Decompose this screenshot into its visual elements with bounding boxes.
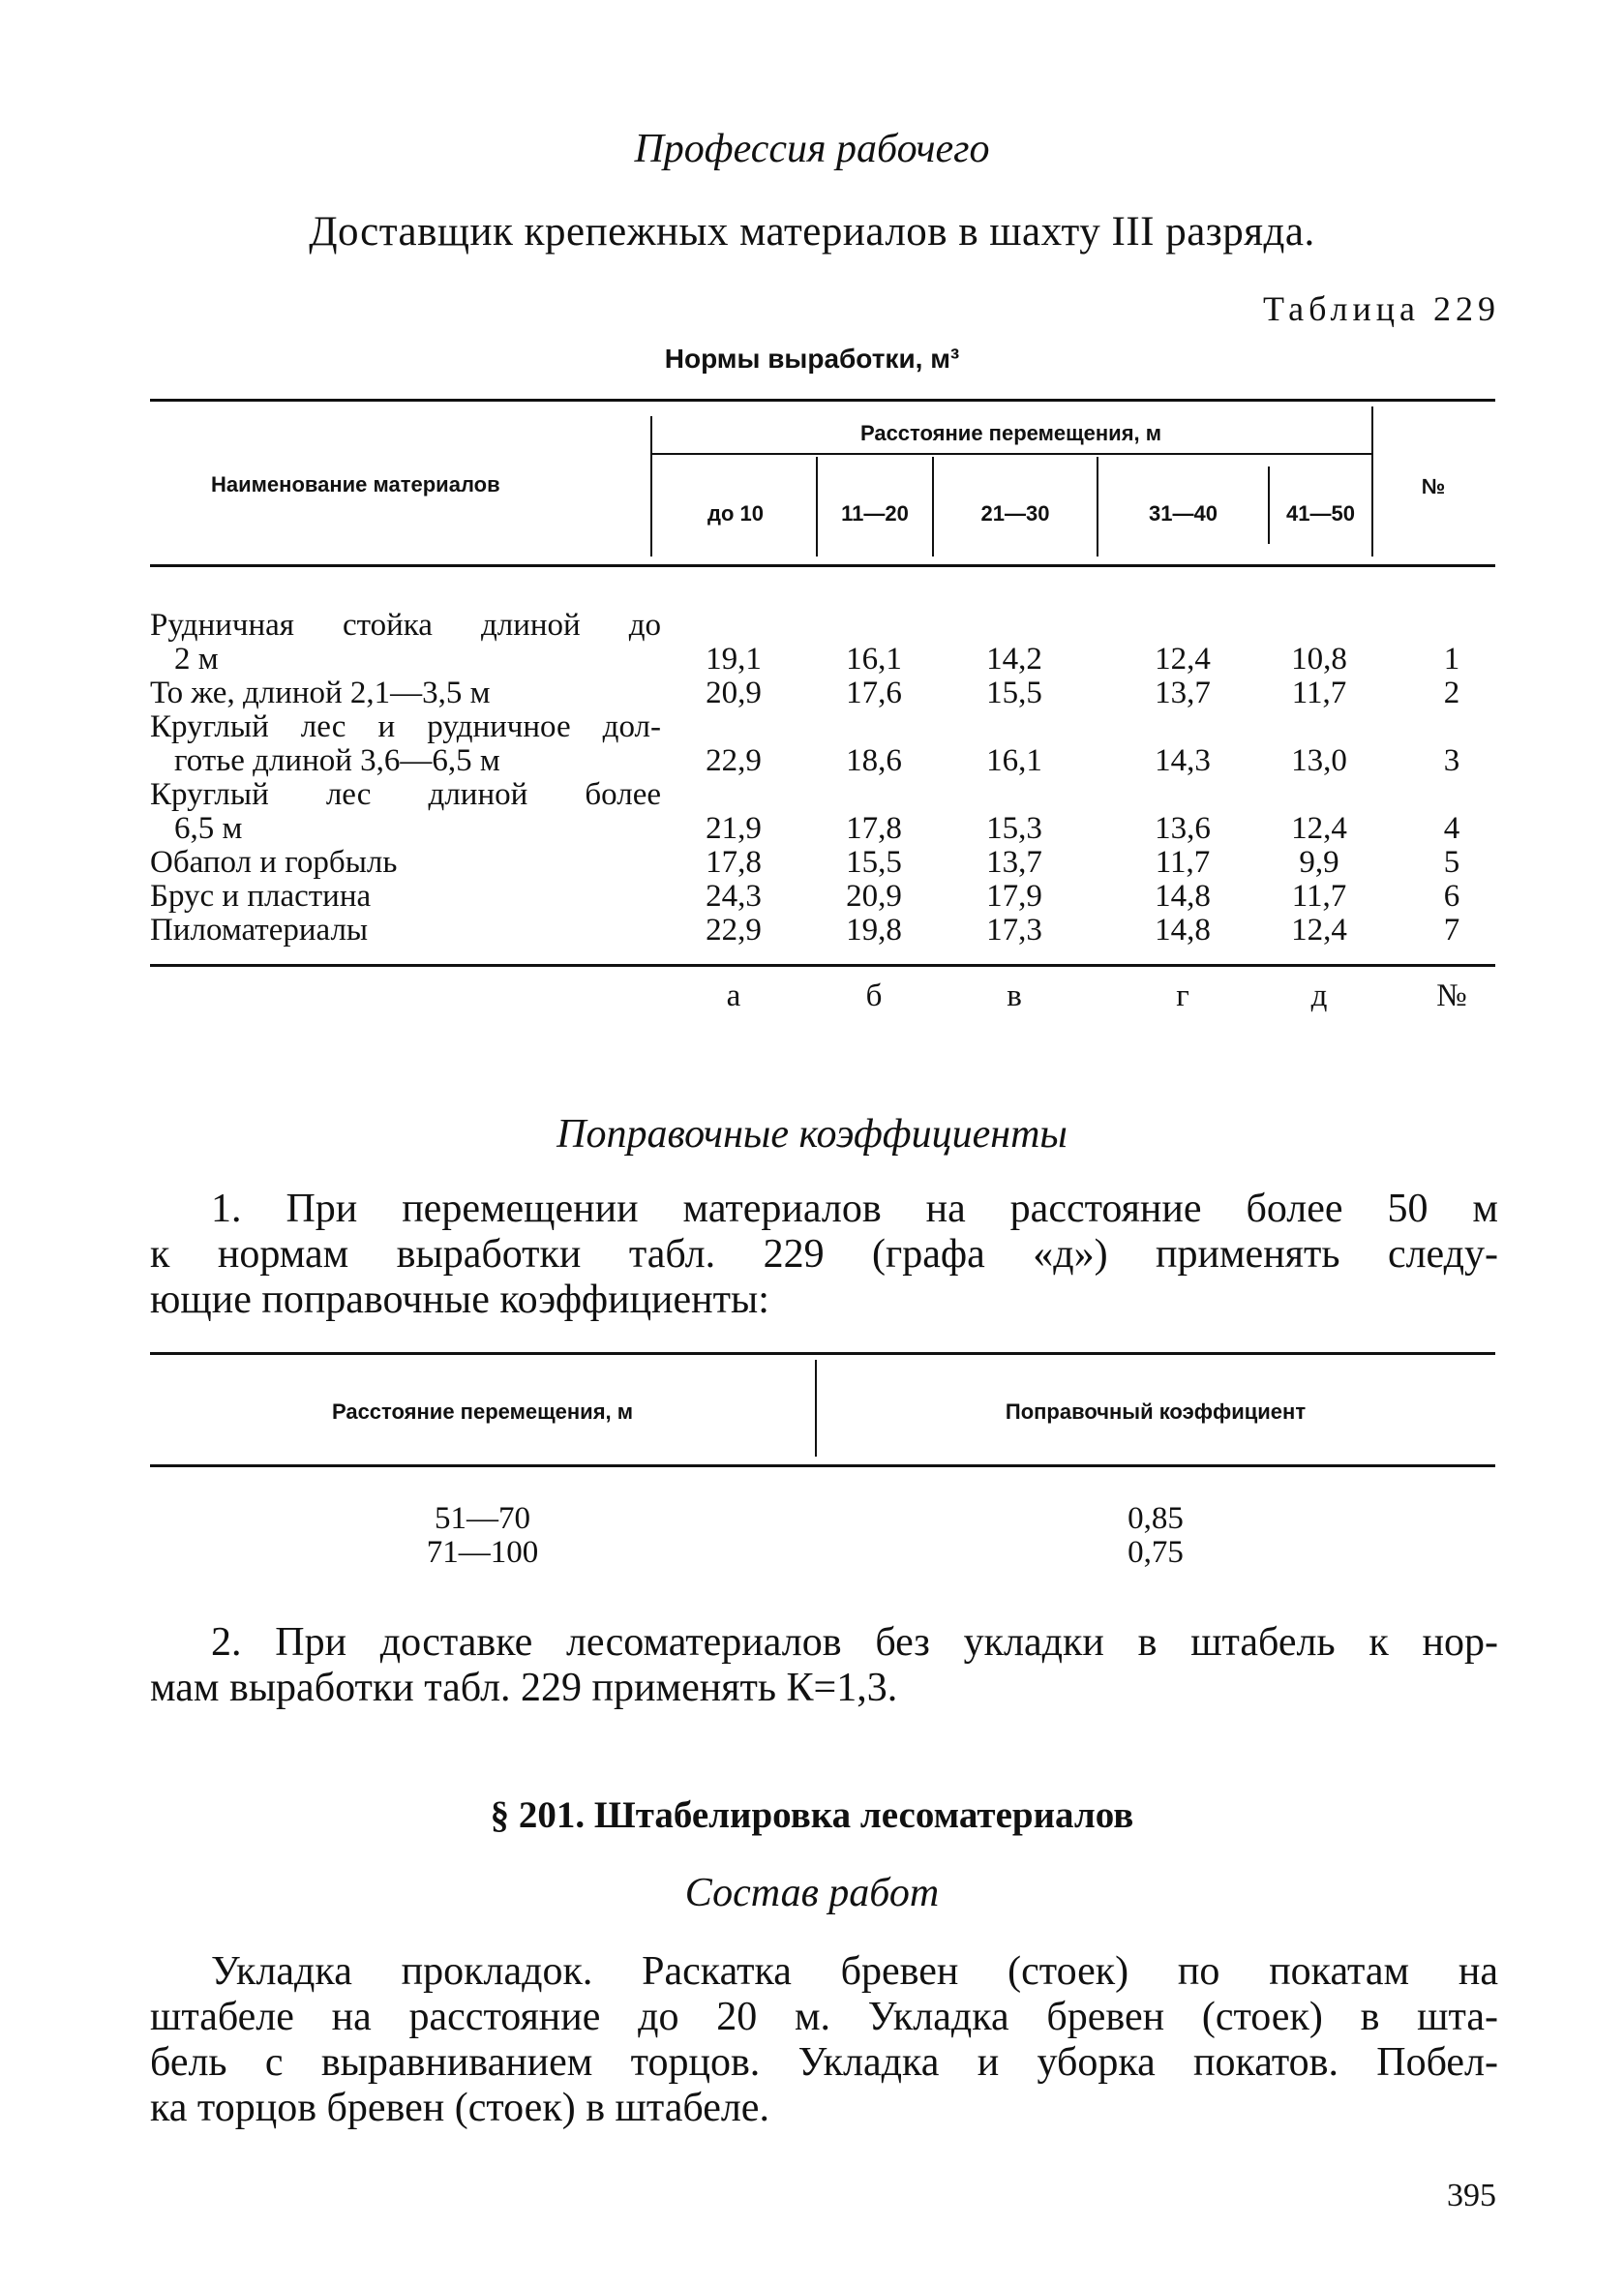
value-cell: 9,9	[1299, 845, 1339, 880]
section-title: § 201. Штабелировка лесоматериалов	[490, 1794, 1134, 1836]
value-cell: 11,7	[1291, 879, 1347, 914]
row-label: Брус и пластина	[150, 879, 372, 914]
value-cell: 16,1	[846, 642, 902, 677]
section-body-line: ка торцов бревен (стоек) в штабеле.	[150, 2086, 769, 2130]
coef-distance: 71—100	[426, 1535, 539, 1570]
row-label: 2 м	[174, 642, 219, 677]
section-body-line: штабеле на расстояние до 20 м. Укладка бревен (стоек) в шта-	[150, 1995, 1498, 2039]
value-cell: 13,6	[1155, 811, 1211, 846]
value-cell: 14,8	[1155, 913, 1211, 948]
column-letter: в	[1007, 978, 1022, 1013]
table-top-rule	[150, 399, 1495, 402]
row-label: Круглый лес длиной более	[150, 777, 661, 812]
value-cell: 14,3	[1155, 743, 1211, 778]
value-cell: 19,1	[706, 642, 762, 677]
value-cell: 16,1	[986, 743, 1042, 778]
row-number: 6	[1443, 879, 1460, 914]
row-label: Рудничная стойка длиной до	[150, 608, 661, 643]
row-label: То же, длиной 2,1—3,5 м	[150, 676, 491, 710]
corrections-paragraph-1-line: к нормам выработки табл. 229 (графа «д») применять следу-	[150, 1232, 1498, 1277]
column-letter: а	[726, 978, 741, 1013]
header-col-b: 11—20	[841, 501, 909, 526]
value-cell: 20,9	[846, 879, 902, 914]
corrections-paragraph-2-line: мам выработки табл. 229 применять К=1,3.	[150, 1666, 898, 1710]
value-cell: 12,4	[1155, 642, 1211, 677]
table-title: Нормы выработки, м³	[664, 344, 960, 374]
corrections-paragraph-2-line: 2. При доставке лесоматериалов без укладки в штабель к нор-	[211, 1620, 1498, 1665]
corrections-heading: Поправочные коэффициенты	[556, 1112, 1068, 1157]
coef-header-coefficient: Поправочный коэффициент	[1005, 1399, 1307, 1424]
header-col-a: до 10	[707, 501, 764, 526]
row-number: 3	[1443, 743, 1460, 778]
value-cell: 22,9	[706, 913, 762, 948]
value-cell: 13,7	[1155, 676, 1211, 710]
row-number: 2	[1443, 676, 1460, 710]
value-cell: 22,9	[706, 743, 762, 778]
header-col-g: 31—40	[1149, 501, 1218, 526]
value-cell: 14,8	[1155, 879, 1211, 914]
value-cell: 17,8	[846, 811, 902, 846]
corrections-paragraph-1-line: ющие поправочные коэффициенты:	[150, 1278, 769, 1322]
value-cell: 17,9	[986, 879, 1042, 914]
row-label: готье длиной 3,6—6,5 м	[174, 743, 500, 778]
value-cell: 21,9	[706, 811, 762, 846]
header-material: Наименование материалов	[211, 472, 500, 497]
coef-table-header-rule	[150, 1464, 1495, 1467]
section-body-line: Укладка прокладок. Раскатка бревен (стоек) по покатам на	[211, 1949, 1498, 1994]
row-number: 1	[1443, 642, 1460, 677]
value-cell: 15,5	[986, 676, 1042, 710]
value-cell: 17,8	[706, 845, 762, 880]
value-cell: 20,9	[706, 676, 762, 710]
table-bottom-rule	[150, 964, 1495, 967]
corrections-paragraph-1-line: 1. При перемещении материалов на расстояние более 50 м	[211, 1187, 1498, 1231]
value-cell: 15,5	[846, 845, 902, 880]
coef-header-distance: Расстояние перемещения, м	[331, 1399, 634, 1424]
value-cell: 17,3	[986, 913, 1042, 948]
header-distance: Расстояние перемещения, м	[859, 421, 1162, 445]
header-col-v: 21—30	[980, 501, 1050, 526]
section-body-line: бель с выравниванием торцов. Укладка и уборка покатов. Побел-	[150, 2040, 1498, 2085]
value-cell: 12,4	[1291, 811, 1347, 846]
column-letter: б	[865, 978, 883, 1013]
value-cell: 12,4	[1291, 913, 1347, 948]
coef-table-top-rule	[150, 1352, 1495, 1355]
row-label: Обапол и горбыль	[150, 845, 398, 880]
value-cell: 10,8	[1291, 642, 1347, 677]
section-subheading: Состав работ	[684, 1871, 940, 1915]
header-no: №	[1421, 474, 1446, 498]
value-cell: 19,8	[846, 913, 902, 948]
header-subrule	[650, 453, 1371, 455]
row-label: 6,5 м	[174, 811, 243, 846]
value-cell: 11,7	[1291, 676, 1347, 710]
row-label: Круглый лес и рудничное дол-	[150, 709, 661, 744]
row-number: 5	[1443, 845, 1460, 880]
row-label: Пиломатериалы	[150, 913, 369, 948]
column-letter: д	[1310, 978, 1328, 1013]
row-number: 4	[1443, 811, 1460, 846]
table-header-rule	[150, 564, 1495, 567]
value-cell: 24,3	[706, 879, 762, 914]
header-col-d: 41—50	[1286, 501, 1355, 526]
coef-distance: 51—70	[435, 1501, 530, 1536]
value-cell: 17,6	[846, 676, 902, 710]
row-number: 7	[1443, 913, 1460, 948]
worker-title: Доставщик крепежных материалов в шахту III разряда.	[309, 209, 1315, 255]
table-number: Таблица 229	[1263, 289, 1500, 328]
profession-heading: Профессия рабочего	[634, 127, 990, 171]
value-cell: 18,6	[846, 743, 902, 778]
coef-value: 0,85	[1128, 1501, 1184, 1536]
column-letter: №	[1436, 978, 1467, 1013]
value-cell: 15,3	[986, 811, 1042, 846]
value-cell: 14,2	[986, 642, 1042, 677]
coef-value: 0,75	[1128, 1535, 1184, 1570]
column-letter: г	[1176, 978, 1189, 1013]
page-number: 395	[1447, 2178, 1496, 2213]
value-cell: 11,7	[1155, 845, 1211, 880]
value-cell: 13,7	[986, 845, 1042, 880]
value-cell: 13,0	[1291, 743, 1347, 778]
